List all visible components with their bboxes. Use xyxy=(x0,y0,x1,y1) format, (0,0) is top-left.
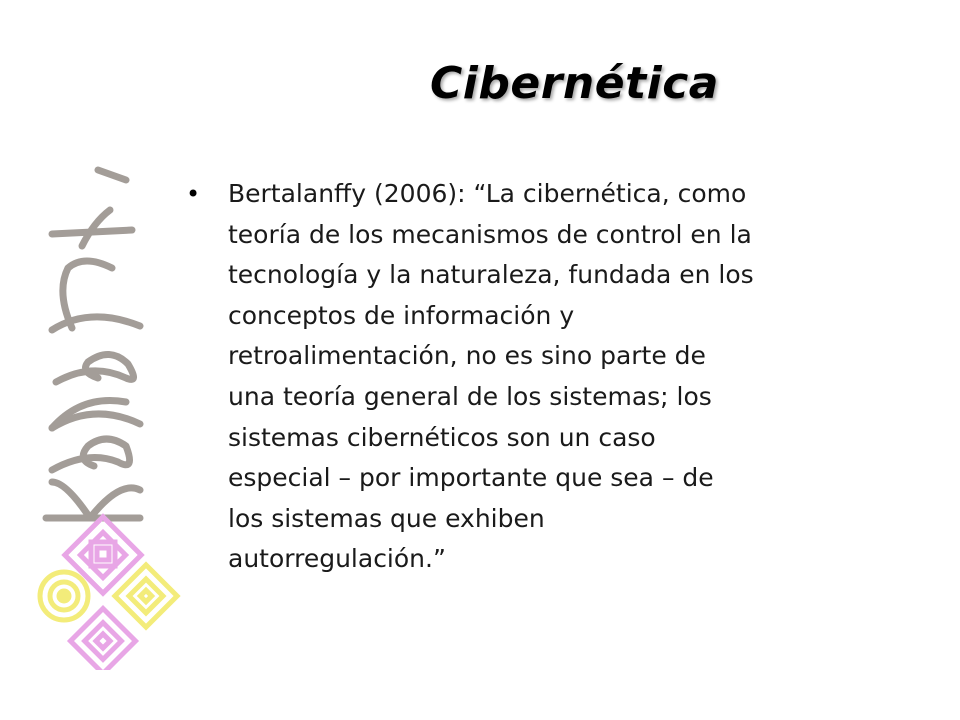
bullet-line: Bertalanffy (2006): “La cibernética, como xyxy=(228,179,747,208)
bullet-line: teoría de los mecanismos de control en la xyxy=(228,219,752,249)
slide-title: Cibernética xyxy=(430,58,719,109)
bullet-line: una teoría general de los sistemas; los xyxy=(228,381,712,411)
bullet-line: autorregulación.” xyxy=(228,544,446,574)
bullet-item xyxy=(186,174,906,580)
bullet-text xyxy=(228,174,903,580)
bullet-line: los sistemas que exhiben xyxy=(228,503,545,533)
bullet-line: retroalimentación, no es sino parte de xyxy=(228,341,706,371)
logo-pattern xyxy=(40,517,177,670)
bullet-line: sistemas cibernéticos son un caso xyxy=(228,422,656,452)
slide-content xyxy=(186,174,906,580)
bullet-line: especial – por importante que sea – de xyxy=(228,463,714,493)
bullet-marker: • xyxy=(186,180,201,208)
bullet-line: tecnología y la naturaleza, fundada en los xyxy=(228,260,754,290)
bullet-line: conceptos de información y xyxy=(228,300,575,330)
logo-decoration xyxy=(28,150,188,670)
logo-script xyxy=(46,170,140,518)
logo-graphic xyxy=(28,150,188,670)
